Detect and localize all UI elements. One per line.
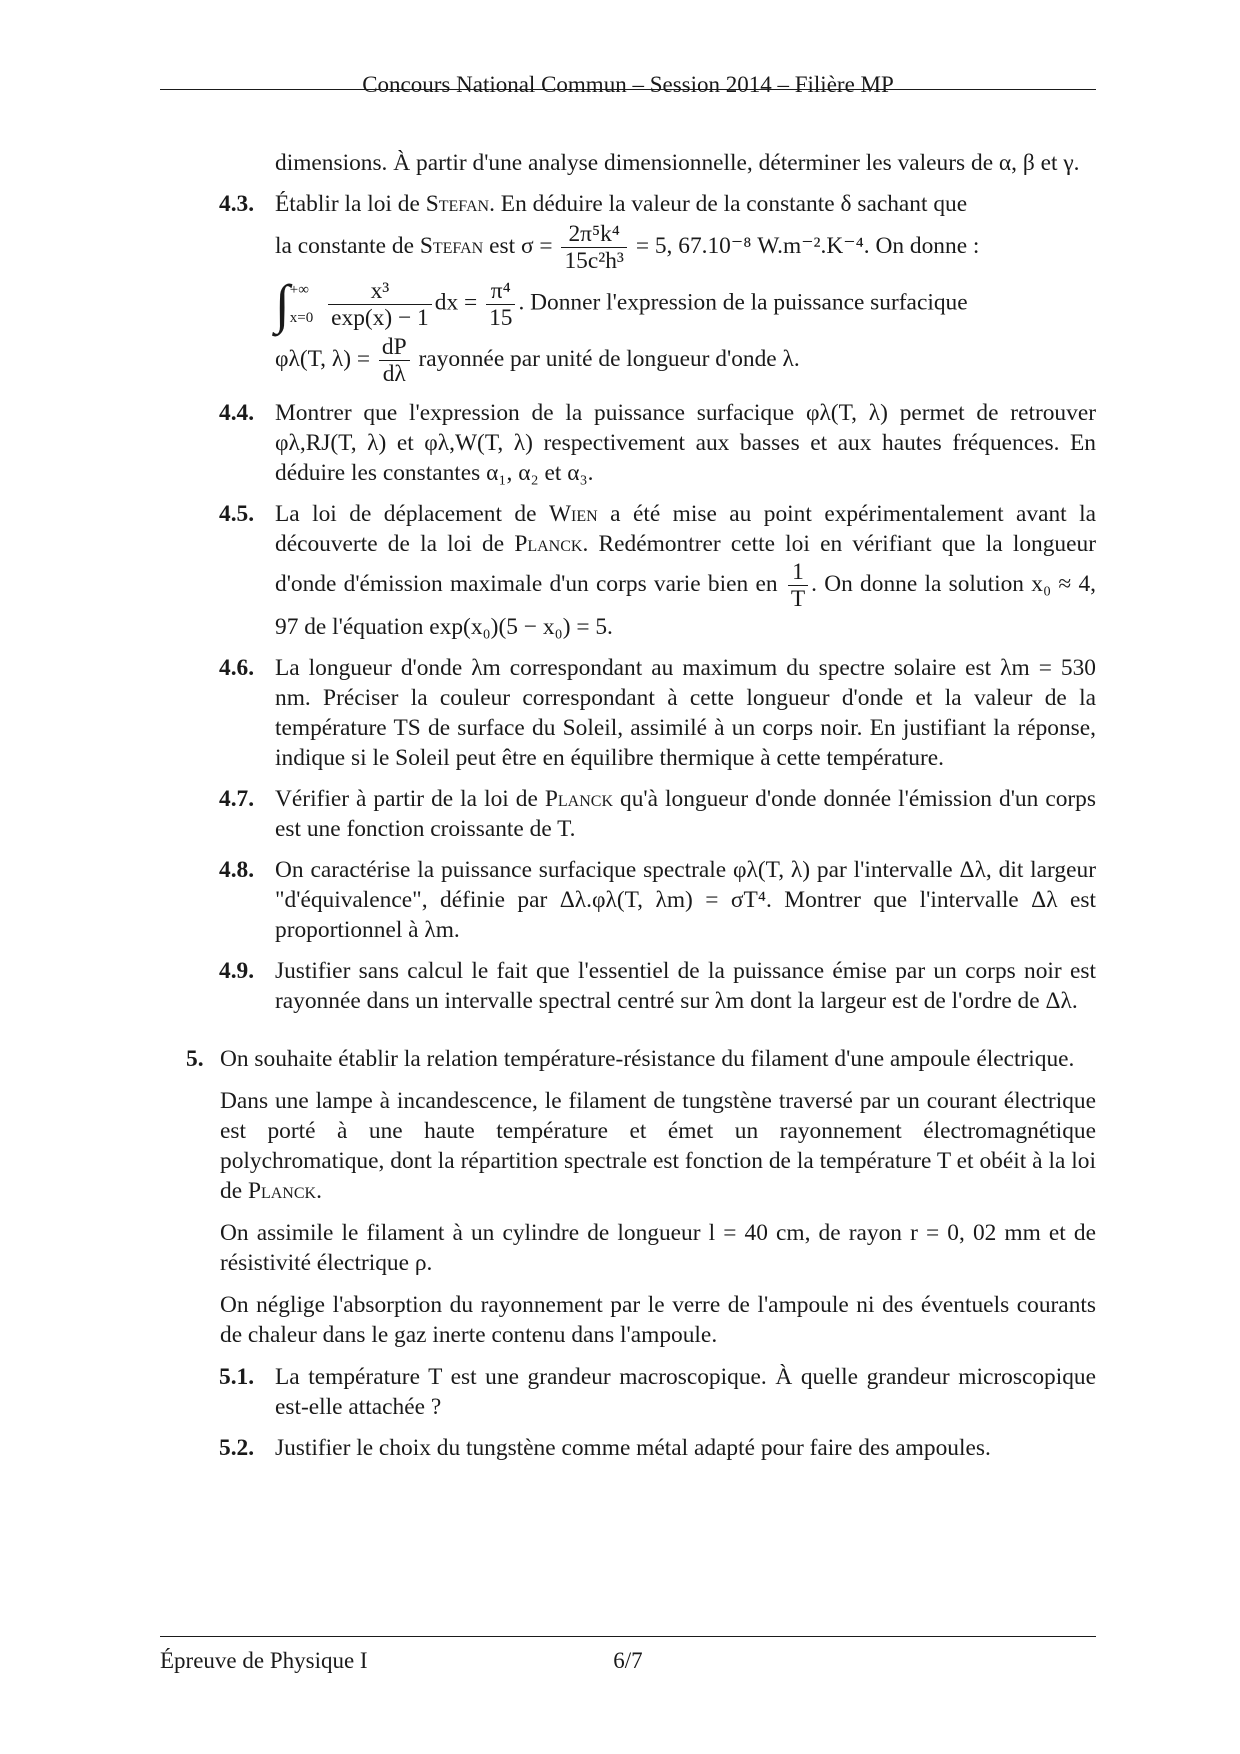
question-4-5 bbox=[160, 499, 1096, 642]
text: . Redémontrer cette loi en vérifiant que la longueur d'onde d'émission maximale d'un corps varie bien en bbox=[275, 531, 1096, 597]
question-number: 4.9. bbox=[219, 958, 255, 984]
page-number: 6/7 bbox=[613, 1648, 643, 1673]
fraction-numerator: π⁴ bbox=[486, 278, 515, 305]
fraction-numerator: 2π⁵k⁴ bbox=[561, 221, 627, 248]
question-text: La température T est une grandeur macroscopique. À quelle grandeur microscopique est-elle attachée ? bbox=[275, 1364, 1096, 1420]
text: . On donne la solution x₀ ≈ 4, 97 de l'équation exp(x₀)(5 − x₀) = 5. bbox=[275, 570, 1096, 640]
text: qu'à longueur d'onde donnée l'émission d'un corps est une fonction croissante de T. bbox=[275, 786, 1096, 842]
stefan-constant-fraction bbox=[561, 221, 627, 274]
paragraph bbox=[220, 1086, 1096, 1206]
question-text: Justifier sans calcul le fait que l'essentiel de la puissance émise par un corps noir est rayonnée dans un intervalle spectral centré sur λm dont la largeur est de l'ordre de Δλ. bbox=[275, 958, 1096, 1014]
text: Vérifier à partir de la loi de bbox=[275, 786, 538, 812]
fraction-denominator: T bbox=[790, 586, 806, 612]
question-4-9 bbox=[160, 956, 1096, 1016]
text: . Donner l'expression de la puissance surfacique bbox=[518, 289, 968, 316]
question-number: 4.7. bbox=[219, 786, 255, 812]
text: . bbox=[316, 1178, 322, 1204]
paragraph: On néglige l'absorption du rayonnement par le verre de l'ampoule ni des éventuels courants de chaleur dans le gaz inerte contenu dans l'ampoule. bbox=[220, 1292, 1096, 1348]
integrand-fraction bbox=[328, 278, 432, 331]
text: rayonnée par unité de longueur d'onde λ. bbox=[418, 345, 800, 372]
question-4-8 bbox=[160, 855, 1096, 945]
text: a été mise au point expérimentalement avant la découverte de la loi de bbox=[275, 501, 1096, 557]
question-text: La longueur d'onde λm correspondant au maximum du spectre solaire est λm = 530 nm. Préciser la couleur correspondant à cette longueur d'onde et la valeur de la température TS de surface du Soleil, assimilé à un corps noir. En justifiant la réponse, indique si le Soleil peut être en équilibre thermique à cette température. bbox=[275, 655, 1096, 771]
question-number: 4.5. bbox=[219, 501, 255, 527]
text: = 5, 67.10⁻⁸ W.m⁻².K⁻⁴. On donne : bbox=[635, 232, 980, 259]
footer-rule bbox=[160, 1636, 1096, 1637]
text: φλ(T, λ) = bbox=[275, 345, 371, 372]
text: . En déduire la valeur de la constante δ sachant que bbox=[489, 191, 968, 217]
question-4-6 bbox=[160, 653, 1096, 773]
question-text: On caractérise la puissance surfacique spectrale φλ(T, λ) par l'intervalle Δλ, dit largeur "d'équivalence", définie par Δλ.φλ(T, λm) = σT⁴. Montrer que l'intervalle Δλ est proportionnel à λm. bbox=[275, 857, 1096, 943]
question-number: 4.3. bbox=[219, 191, 255, 217]
name-planck: Planck bbox=[514, 531, 583, 557]
paragraph: On souhaite établir la relation température-résistance du filament d'une ampoule électrique. bbox=[220, 1046, 1075, 1072]
fraction-numerator: dP bbox=[379, 334, 410, 361]
page-content bbox=[160, 148, 1096, 1474]
question-number: 4.4. bbox=[219, 400, 255, 426]
text: La loi de déplacement de bbox=[275, 501, 537, 527]
question-text: Justifier le choix du tungstène comme métal adapté pour faire des ampoules. bbox=[275, 1435, 991, 1461]
fraction-denominator: exp(x) − 1 bbox=[331, 304, 429, 331]
dp-dlambda-fraction bbox=[379, 334, 410, 387]
text: est σ = bbox=[489, 232, 553, 259]
question-number: 5.2. bbox=[219, 1435, 255, 1461]
question-number: 5. bbox=[186, 1046, 204, 1072]
question-4-3 bbox=[160, 189, 1096, 387]
question-number: 4.8. bbox=[219, 857, 255, 883]
name-planck: Planck bbox=[544, 786, 613, 812]
question-number: 4.6. bbox=[219, 655, 255, 681]
question-5-2 bbox=[160, 1433, 1096, 1463]
name-stefan: Stefan bbox=[425, 191, 490, 217]
one-over-t-fraction bbox=[788, 559, 808, 612]
fraction-numerator: 1 bbox=[788, 559, 808, 586]
integral-sign: ∫ bbox=[275, 274, 290, 334]
question-number: 5.1. bbox=[219, 1364, 255, 1390]
pi-fraction bbox=[486, 278, 515, 331]
text: la constante de bbox=[275, 232, 414, 259]
text: Établir la loi de bbox=[275, 191, 420, 217]
question-5 bbox=[160, 1044, 1096, 1350]
name-wien: Wien bbox=[548, 501, 598, 527]
text: Dans une lampe à incandescence, le filament de tungstène traversé par un courant électrique est porté à une haute température et émet un rayonnement électromagnétique polychromatique, dont la répartition spectrale est fonction de la température T et obéit à la loi de bbox=[220, 1088, 1096, 1204]
intro-continuation: dimensions. À partir d'une analyse dimensionnelle, déterminer les valeurs de α, β et γ. bbox=[275, 150, 1080, 176]
name-planck: Planck bbox=[247, 1178, 317, 1204]
fraction-denominator: 15 bbox=[489, 304, 513, 331]
header-rule bbox=[160, 89, 1096, 90]
question-5-1 bbox=[160, 1362, 1096, 1422]
name-stefan: Stefan bbox=[419, 232, 484, 259]
text: dx = bbox=[434, 289, 478, 316]
question-text: Montrer que l'expression de la puissance surfacique φλ(T, λ) permet de retrouver φλ,RJ(T, λ) et φλ,W(T, λ) respectivement aux basses et aux hautes fréquences. En déduire les constantes α₁, α₂ et α₃. bbox=[275, 400, 1096, 486]
question-4-4 bbox=[160, 398, 1096, 488]
exam-name: Épreuve de Physique I bbox=[160, 1648, 368, 1673]
fraction-numerator: x³ bbox=[328, 278, 432, 305]
fraction-denominator: 15c²h³ bbox=[564, 248, 624, 274]
fraction-denominator: dλ bbox=[382, 361, 406, 387]
lower-limit: x=0 bbox=[289, 310, 314, 326]
page-header: Concours National Commun – Session 2014 – Filière MP bbox=[362, 72, 894, 97]
question-4-7 bbox=[160, 784, 1096, 844]
integral-limits bbox=[290, 276, 313, 332]
paragraph: On assimile le filament à un cylindre de longueur l = 40 cm, de rayon r = 0, 02 mm et de résistivité électrique ρ. bbox=[220, 1220, 1096, 1276]
upper-limit: +∞ bbox=[289, 282, 309, 298]
